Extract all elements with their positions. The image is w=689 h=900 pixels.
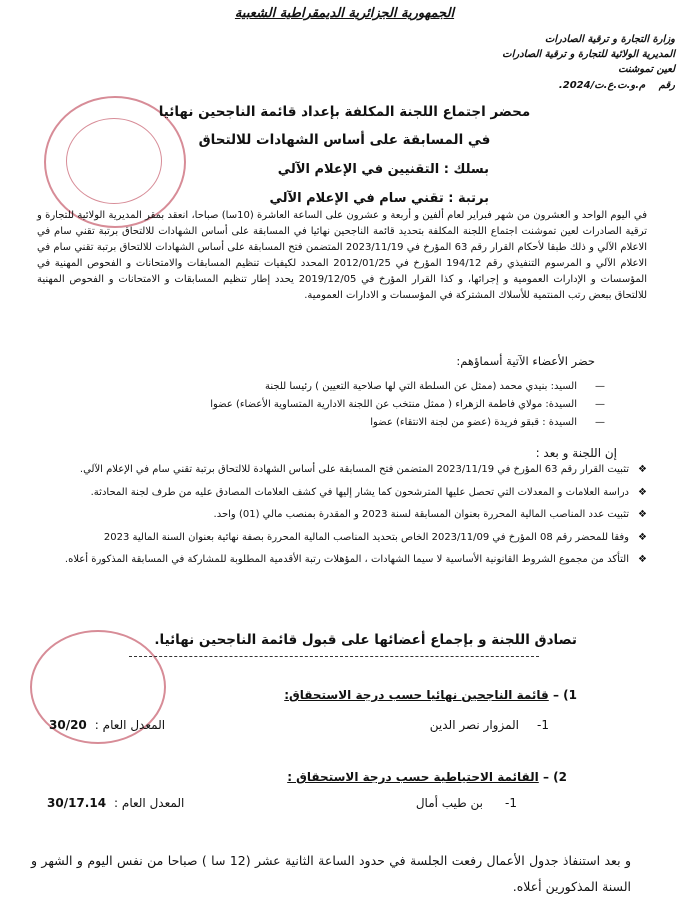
ministry-line: وزارة التجارة و ترقية الصادرات (544, 34, 675, 45)
diamond-bullet-icon: ❖ (638, 554, 647, 565)
consideration-text: دراسة العلامات و المعدلات التي تحصل عليها المترشحون كما يشار إليها في كشف العلامات المصادق عليه من طرف لجنة المحادثة. (90, 486, 629, 498)
attendee-item (210, 378, 605, 396)
average-label: المعدل العام : (114, 796, 185, 810)
country-title: الجمهورية الجزائرية الديمقراطية الشعبية (234, 6, 455, 21)
city-line: لعين تموشنت (618, 64, 675, 75)
ref-value: م.و.ت.ع.ت/2024. (558, 80, 646, 91)
considerations-list (37, 462, 649, 575)
intro-paragraph: في اليوم الواحد و العشرون من شهر فبراير لعام ألفين و أربعة و عشرون على الساعة العاشرة (10سا) صباحا، انعقد بمقر المديرية الولائية للتجارة و ترقية الصادرات لعين تموشنت اجتماع اللجنة المكلفة بتحديد قائمة الناجحين نهائيا في المسابقة على أساس الشهادات للالتحاق برتبة تقني سام في الاعلام الآلي و ذلك طبقا لأحكام القرار رقم 63 المؤرخ في 2023/11/19 المتضمن فتح المسابقة على أساس الشهادات للالتحاق برتبة تقني سام في الاعلام الآلي و المرسوم التنفيذي رقم 194/12 المؤرخ في 2012/01/25 المحدد لكيفيات تنظيم المسابقات والامتحانات و الفحوص المهنية في المؤسسات و الإدارات العمومية و إجرائها، و كذا القرار المؤرخ في 2019/12/05 يحدد إطار تنظيم المسابقات و الامتحانات و الفحوص المهنية للالتحاق ببعض رتب المنتمية للأسلاك المشتركة في المؤسسات و الادارات العمومية. (37, 210, 648, 301)
section-dash: – (542, 770, 549, 784)
reference-number (549, 80, 675, 91)
section-title: قائمة الناجحين نهائيا حسب درجة الاستحقاق: (284, 688, 549, 702)
candidate-name: المزوار نصر الدين (429, 718, 520, 732)
row-index: 1- (505, 796, 517, 810)
consideration-item (37, 552, 649, 569)
candidate-name: بن طيب أمال (415, 796, 484, 810)
attendee-item (210, 396, 605, 414)
consideration-item (37, 530, 649, 547)
section-number: 1) (563, 688, 577, 702)
diamond-bullet-icon: ❖ (638, 509, 647, 520)
section-title: القائمة الاحتياطية حسب درجة الاستحقاق : (287, 770, 539, 784)
diamond-bullet-icon: ❖ (638, 464, 647, 475)
section-number: 2) (553, 770, 567, 784)
diamond-bullet-icon: ❖ (638, 531, 647, 543)
consideration-text: التأكد من مجموع الشروط القانونية الأساسية لا سيما الشهادات ، المؤهلات رتبة الأقدمية المطلوبة للمشاركة في المسابقة المذكورة أعلاه. (64, 554, 629, 565)
considerations-heading: إن اللجنة و بعد : (535, 446, 617, 460)
diamond-bullet-icon: ❖ (638, 486, 647, 498)
attendee-text: السيدة : قبقو فريدة (عضو من لجنة الانتقاء) عضوا (370, 417, 577, 428)
attendee-dash: — (595, 417, 605, 428)
minutes-title (0, 104, 689, 220)
average-label: المعدل العام : (94, 718, 166, 732)
attendee-text: السيد: بنيدي محمد (ممثل عن السلطة التي لها صلاحية التعيين ) رئيسا للجنة (265, 381, 577, 392)
average-value: 30/17.14 (47, 796, 107, 810)
consideration-text: تثبيت القرار رقم 63 المؤرخ في 2023/11/19 المتضمن فتح المسابقة على أساس الشهادة للالتحاق برتبة تقني سام في الإعلام الآلي. (79, 464, 629, 475)
dashed-divider (129, 656, 539, 657)
section-dash: – (552, 688, 559, 702)
final-list-heading (284, 688, 577, 702)
committee-decision: تصادق اللجنة و بإجماع أعضائها على قبول قائمة الناجحين نهائيا. (154, 632, 577, 648)
average-value: 30/20 (49, 718, 87, 732)
attendee-dash: — (595, 381, 605, 392)
attendees-list (210, 378, 605, 432)
title-line-2: في المسابقة على أساس الشهادات للالتحاق (198, 132, 491, 148)
consideration-text: تثبيت عدد المناصب المالية المحررة بعنوان المسابقة لسنة 2023 و المقدرة بمنصب مالي (01) واحد. (213, 509, 629, 520)
directorate-line: المديرية الولائية للتجارة و ترقية الصادرات (502, 49, 675, 60)
row-index: 1- (537, 718, 549, 732)
reserve-list-row (47, 796, 517, 810)
attendee-text: السيدة: مولاي فاطمة الزهراء ( ممثل منتخب عن اللجنة الادارية المتساوية الأعضاء) عضوا (210, 399, 577, 410)
final-list-row (49, 718, 549, 732)
attendee-dash: — (595, 399, 605, 410)
consideration-text: وفقا للمحضر رقم 08 المؤرخ في 2023/11/09 الخاص بتحديد المناصب المالية المحررة بصفة نهائية بعنوان السنة المالية 2023 (103, 531, 629, 543)
reserve-list-heading (287, 770, 567, 784)
ref-label: رقم (658, 80, 675, 91)
ministry-block (502, 32, 675, 77)
closing-paragraph: و بعد استنفاذ جدول الأعمال رفعت الجلسة في حدود الساعة الثانية عشر (12 سا ) صباحا من نفس اليوم و الشهر و السنة المذكورين أعلاه. (31, 853, 631, 894)
title-corps: بسلك : التقنيين في الإعلام الآلي (277, 162, 489, 177)
attendees-heading: حضر الأعضاء الآتية أسماؤهم: (456, 354, 595, 368)
title-rank: برتبة : تقني سام في الإعلام الآلي (269, 191, 489, 206)
title-line-1: محضر اجتماع اللجنة المكلفة بإعداد قائمة الناجحين نهائيا (158, 104, 531, 120)
consideration-item (37, 462, 649, 479)
consideration-item (37, 485, 649, 502)
attendee-item (210, 414, 605, 432)
consideration-item (37, 507, 649, 524)
